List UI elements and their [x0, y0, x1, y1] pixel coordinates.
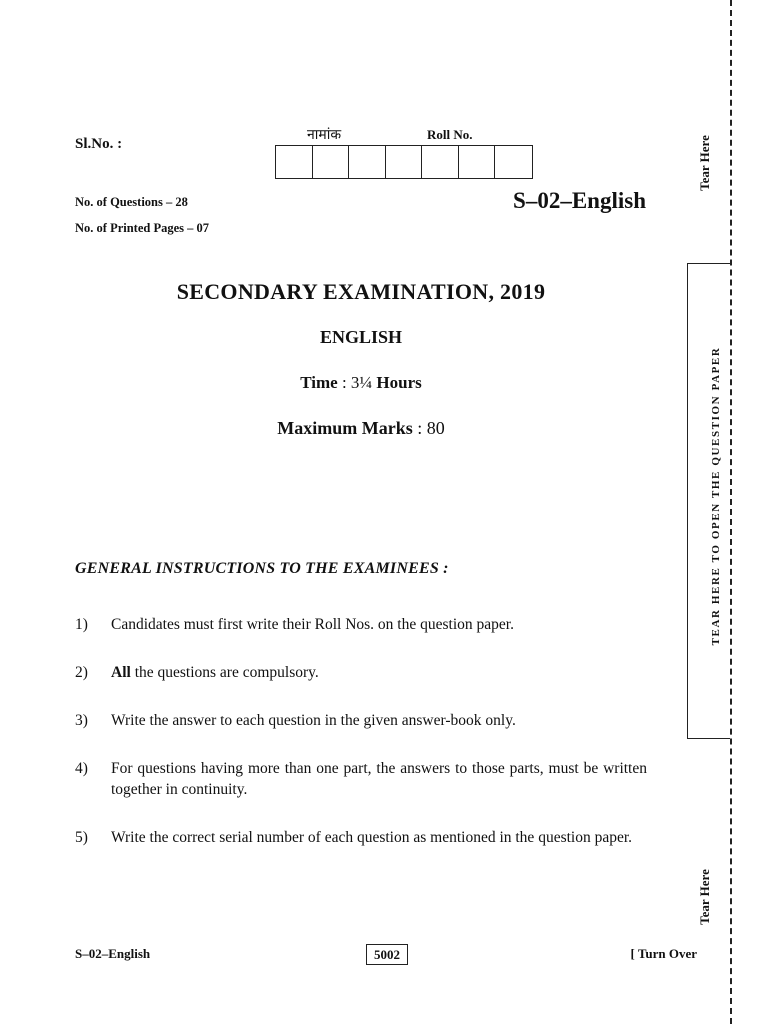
serial-number-label: Sl.No. : [75, 136, 123, 152]
instruction-number: 5) [75, 829, 88, 846]
instruction-emphasis: All [111, 664, 131, 681]
instruction-body: Candidates must first write their Roll Nos. on the question paper. [111, 616, 514, 633]
paper-code: S–02–English [513, 188, 646, 213]
time-unit: Hours [376, 373, 422, 392]
roll-number-box[interactable] [276, 146, 313, 178]
time-label: Time [300, 373, 338, 392]
instruction-body: Write the correct serial number of each question as mentioned in the question paper. [111, 829, 633, 846]
instruction-text [111, 827, 647, 848]
roll-number-label-hindi: नामांक [307, 127, 342, 143]
turn-over-label: [ Turn Over [630, 946, 697, 961]
tear-open-label: TEAR HERE TO OPEN THE QUESTION PAPER [710, 346, 722, 646]
instruction-body: Write the answer to each question in the given answer-book only. [111, 712, 516, 729]
instruction-body: the questions are compulsory. [130, 664, 319, 681]
instruction-number: 1) [75, 616, 88, 633]
tear-here-bottom-label: Tear Here [697, 869, 712, 925]
instruction-text [111, 614, 647, 635]
time-line [0, 373, 722, 393]
instructions-list [75, 614, 647, 875]
roll-number-label: Roll No. [427, 127, 473, 142]
tear-open-box [687, 263, 730, 739]
max-marks-label: Maximum Marks [277, 418, 413, 438]
tear-line [730, 0, 732, 1024]
roll-number-box[interactable] [459, 146, 496, 178]
instruction-text [111, 710, 647, 731]
instruction-number: 2) [75, 664, 88, 681]
instruction-text [111, 662, 647, 683]
instruction-body: For questions having more than one part, the answers to those parts, must be written together in continuity. [111, 760, 647, 798]
instruction-item [75, 758, 647, 800]
time-value: : 3¼ [337, 373, 377, 392]
roll-number-box[interactable] [386, 146, 423, 178]
instruction-item [75, 662, 647, 683]
roll-number-box[interactable] [349, 146, 386, 178]
roll-number-box[interactable] [495, 146, 532, 178]
tear-here-top-label: Tear Here [697, 135, 712, 191]
exam-title: SECONDARY EXAMINATION, 2019 [176, 279, 546, 304]
max-marks-value: : 80 [412, 418, 445, 438]
instructions-heading: GENERAL INSTRUCTIONS TO THE EXAMINEES : [75, 560, 449, 577]
printed-pages-count: No. of Printed Pages – 07 [75, 221, 210, 235]
instruction-item [75, 710, 647, 731]
questions-count: No. of Questions – 28 [75, 195, 188, 209]
instruction-item [75, 827, 647, 848]
instruction-item [75, 614, 647, 635]
footer-paper-code: S–02–English [75, 946, 151, 961]
subject-title: ENGLISH [319, 327, 403, 347]
roll-number-box[interactable] [313, 146, 350, 178]
roll-number-box[interactable] [422, 146, 459, 178]
instruction-number: 3) [75, 712, 88, 729]
instruction-text [111, 758, 647, 800]
roll-number-boxes [275, 145, 533, 179]
instruction-number: 4) [75, 760, 88, 777]
footer-page-code: 5002 [366, 944, 408, 965]
max-marks-line [0, 418, 722, 439]
